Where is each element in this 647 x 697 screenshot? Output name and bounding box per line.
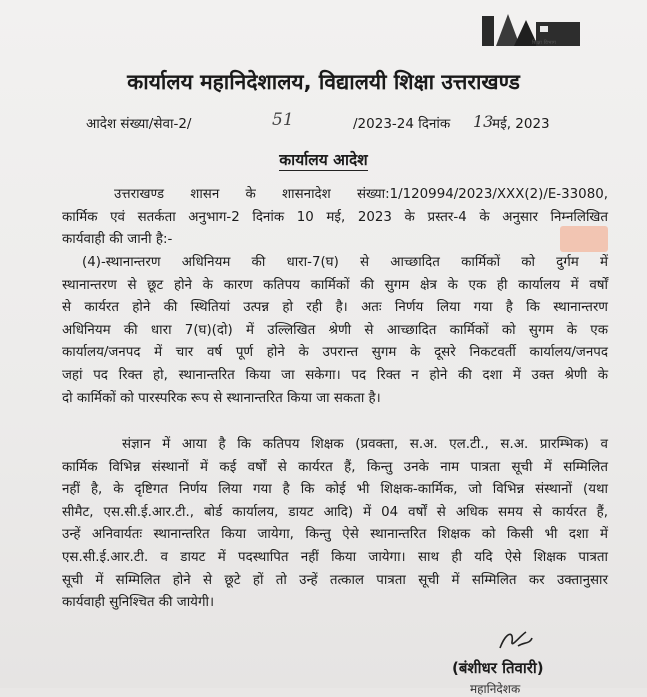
department-logo	[470, 8, 590, 54]
paragraph-line: कार्यालय/जनपद में चार वर्ष पूर्ण होने के उपरान्त सुगम के दूसरे निकटवर्ती कार्यालय/जनपद	[62, 345, 608, 361]
paragraph-line: सीमैट, एस.सी.ई.आर.टी., बोर्ड कार्यालय, डायट आदि) में 04 वर्षों से अधिक समय से कार्यरत हैं,	[62, 504, 608, 520]
paragraph-line: संज्ञान में आया है कि कतिपय शिक्षक (प्रवक्ता, स.अ. एल.टी., स.अ. प्रारम्भिक) व	[122, 437, 608, 452]
signatory-designation: महानिदेशक	[470, 682, 521, 696]
order-title: कार्यालय आदेश	[279, 151, 368, 169]
paragraph-line: कार्मिक विभिन्न संस्थानों में कई वर्षों से कार्यरत हैं, किन्तु उनके नाम पात्रता सूची में सम्मिलित	[62, 459, 608, 475]
order-month-year: मई, 2023	[492, 116, 550, 132]
paragraph-line: कार्यवाही सुनिश्चित की जायेगी।	[62, 595, 215, 611]
paragraph-line: नहीं है, के दृष्टिगत निर्णय लिया गया है कि कोई भी शिक्षक-कार्मिक, जो विभिन्न संस्थानों (यथा	[62, 482, 608, 498]
paragraph-line: (4)-स्थानान्तरण अधिनियम की धारा-7(घ) से आच्छादित कार्मिकों को दुर्गम में	[82, 255, 608, 270]
order-number-handwritten: 51	[272, 110, 294, 130]
paragraph-line: से कार्यरत होने की स्थितियां उत्पन्न हो रही है। अतः निर्णय लिया गया है कि स्थानान्तरण	[62, 300, 608, 316]
order-day-handwritten: 13	[473, 112, 494, 131]
paragraph-line: अधिनियम की धारा 7(घ)(दो) में उल्लिखित श्रेणी से आच्छादित कार्मिकों को सुगम के एक	[62, 322, 608, 338]
order-reference-prefix: आदेश संख्या/सेवा-2/	[86, 116, 192, 132]
paragraph-1	[62, 184, 608, 252]
paragraph-line: सूची में सम्मिलित होने से छूटे हों तो उन्हें तत्काल पात्रता सूची में सम्मिलित कर उक्तानुसार	[62, 572, 608, 588]
paragraph-line: जहां पद रिक्त हो, स्थानान्तरित किया जा सकेगा। पद रिक्त न होने की दशा में उक्त श्रेणी के	[62, 367, 608, 383]
paragraph-2	[62, 252, 608, 410]
paragraph-line: उन्हें अनिवार्यतः स्थानान्तरित किया जायेगा, किन्तु ऐसे स्थानान्तरित शिक्षक को किसी भी दशा में	[62, 527, 608, 543]
order-reference-suffix: /2023-24 दिनांक	[353, 116, 451, 132]
signatory-name: (बंशीधर तिवारी)	[452, 659, 544, 677]
paragraph-line: कार्यवाही की जानी है:-	[62, 232, 173, 248]
signature-scribble	[496, 628, 536, 654]
paragraph-3	[62, 434, 608, 615]
paragraph-line: दो कार्मिकों को पारस्परिक रूप से स्थानान्तरित किया जा सकता है।	[62, 390, 381, 406]
paragraph-line: कार्मिक एवं सतर्कता अनुभाग-2 दिनांक 10 मई, 2023 के प्रस्तर-4 के अनुसार निम्नलिखित	[62, 209, 608, 225]
office-heading: कार्यालय महानिदेशालय, विद्यालयी शिक्षा उत्तराखण्ड	[127, 70, 520, 94]
paragraph-line: स्थानान्तरण से छूट होने के कारण कतिपय कार्मिकों की सुगम क्षेत्र के एक ही कार्यालय में वर्षों	[62, 277, 608, 293]
paragraph-line: उत्तराखण्ड शासन के शासनादेश संख्या:1/120994/2023/XXX(2)/E-33080,	[114, 187, 608, 202]
logo-caption: शिक्षा विभाग	[532, 40, 557, 46]
paragraph-line: एस.सी.ई.आर.टी. व डायट में पदस्थापित नहीं किया जायेगा। साथ ही यदि ऐसे शिक्षक पात्रता	[62, 549, 608, 565]
